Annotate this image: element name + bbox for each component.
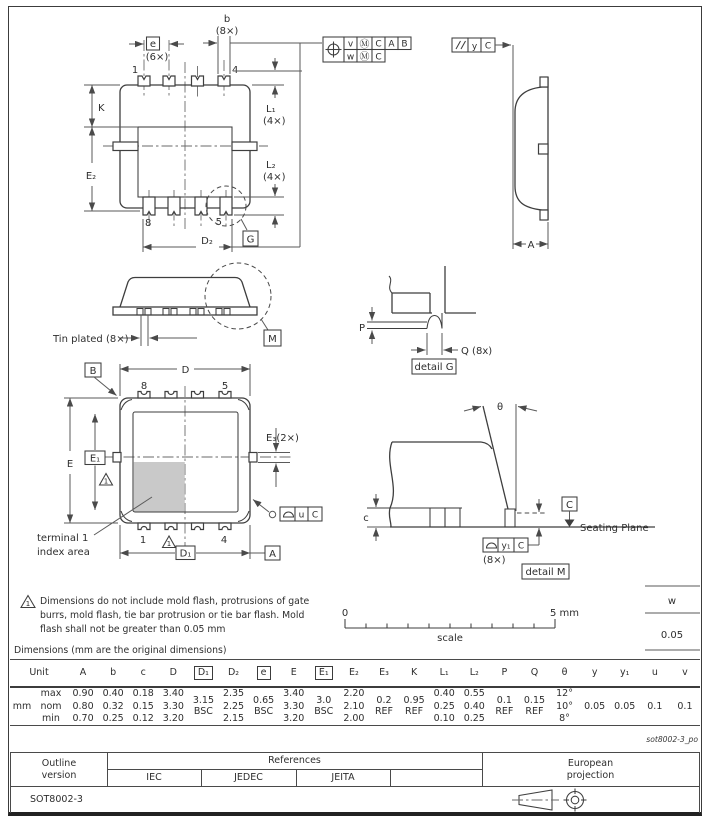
table-header-col: E₃ — [379, 667, 389, 679]
table-cell: 0.90 — [72, 688, 94, 699]
table-unit-cell: mm — [12, 700, 32, 712]
table-cell: 0.2 REF — [374, 695, 394, 718]
table-cell: 0.80 — [72, 700, 94, 712]
dim-e3-label: E₃(2×) — [266, 433, 299, 444]
dim-l1-label: L₁ — [266, 104, 276, 115]
detail-m-ref: M — [268, 334, 277, 345]
svg-text:1: 1 — [166, 540, 172, 548]
tol-b: B — [401, 39, 408, 50]
table-cell: 0.40 — [102, 688, 124, 699]
table-cell: 0.1 REF — [495, 695, 514, 718]
dim-theta-label: θ — [496, 402, 504, 413]
tol-y1: y₁ — [501, 541, 511, 552]
reference-iec: IEC — [146, 771, 162, 783]
tol-u: u — [298, 510, 305, 521]
dim-q-label: Q (8x) — [461, 346, 493, 357]
terminal-index-label-1: terminal 1 — [37, 533, 89, 544]
dim-c-label: c — [363, 513, 369, 524]
tin-plated-label: Tin plated (8×) — [53, 334, 129, 345]
table-cell: 0.1 — [677, 700, 693, 712]
european-projection-icon — [507, 787, 599, 813]
table-header-col: D — [169, 667, 177, 679]
table-cell: 3.0 BSC — [314, 695, 334, 718]
table-cell: 3.40 — [162, 688, 184, 699]
table-cell: 0.55 — [463, 688, 485, 699]
mmc-icon: Ⓜ — [359, 52, 370, 63]
table-cell: 2.00 — [343, 713, 365, 725]
note-line-1: Dimensions do not include mold flash, protrusions of gate — [40, 596, 310, 607]
dim-k-label: K — [98, 103, 105, 114]
datum-a-label: A — [269, 549, 276, 560]
table-header-col: E₂ — [348, 667, 359, 679]
dim-b-count: (8×) — [215, 26, 239, 37]
dim-e-label: E — [66, 459, 74, 470]
tol-c: C — [311, 510, 319, 521]
table-cell: 2.35 — [222, 688, 245, 699]
title-block — [10, 752, 700, 813]
table-cell: 3.30 — [162, 700, 184, 712]
table-row — [10, 687, 700, 700]
table-header-col: u — [651, 667, 658, 679]
table-header-col: Q — [530, 667, 539, 679]
terminal-index-label-2: index area — [37, 547, 90, 558]
table-cell: 0.70 — [72, 713, 94, 725]
datum-g-label: G — [246, 234, 255, 246]
dim-p-label: P — [358, 323, 366, 334]
reference-empty — [390, 769, 482, 786]
table-cell: 3.20 — [283, 713, 305, 725]
pin-5-label: 5 — [221, 381, 229, 392]
detail-g-title: detail G — [414, 362, 454, 373]
table-header-col: K — [410, 667, 418, 679]
tol-y: y — [471, 42, 478, 52]
pin-4-label: 4 — [220, 535, 228, 546]
pin-8-label: 8 — [140, 381, 148, 392]
w-value: 0.05 — [660, 630, 684, 641]
pin-1-label: 1 — [131, 65, 139, 76]
table-header-col: b — [110, 667, 117, 679]
dim-e2-label: E₂ — [85, 171, 97, 182]
table-header-col: A — [79, 667, 87, 679]
outline-version-header: Outline version — [41, 757, 77, 781]
table-cell: 10° — [556, 700, 573, 712]
table-cell: 3.40 — [283, 688, 305, 699]
table-header-col: e — [249, 660, 279, 687]
dim-l2-label: L₂ — [266, 160, 276, 171]
w-header: w — [667, 596, 677, 607]
table-header-col: c — [140, 667, 146, 679]
pin-1-label: 1 — [139, 535, 147, 546]
tol-w: w — [346, 52, 355, 63]
datum-c-label: C — [566, 500, 573, 511]
note-line-3: flash shall not be greater than 0.05 mm — [40, 624, 226, 635]
tol-y1-count: (8×) — [483, 555, 506, 566]
dim-d1-label: D₁ — [179, 548, 192, 560]
table-cell: 0.15 — [132, 700, 154, 712]
table-header-col: D₁ — [188, 660, 218, 687]
dimensions-table — [10, 659, 700, 726]
table-cell: 0.05 — [614, 700, 636, 712]
table-cell: 0.40 — [433, 688, 455, 699]
pin-8-label: 8 — [145, 218, 152, 229]
table-cell: 3.15 BSC — [192, 695, 214, 718]
tol-c: C — [517, 541, 525, 552]
dim-e1-label: E₁ — [89, 453, 101, 465]
table-cell: 8° — [559, 713, 570, 725]
table-header-col: E₁ — [309, 660, 339, 687]
reference-jedec: JEDEC — [234, 771, 263, 783]
table-cell: 0.05 — [584, 700, 606, 712]
datum-b-label: B — [89, 366, 97, 377]
detail-m-title: detail M — [525, 567, 566, 578]
table-cell: 3.30 — [283, 700, 305, 712]
scale-end-label: 5 mm — [550, 608, 580, 619]
dim-b-label: b — [223, 14, 231, 25]
table-cell: 0.18 — [132, 688, 154, 699]
table-cell: 2.15 — [222, 713, 245, 725]
seating-plane-label: Seating Plane — [580, 523, 649, 534]
outline-version-value: SOT8002-3 — [30, 793, 83, 805]
dim-e-count: (6×) — [145, 52, 169, 63]
table-header-col: y₁ — [620, 667, 630, 679]
dim-d2-label: D₂ — [201, 236, 213, 247]
table-cell: 0.95 REF — [403, 695, 425, 718]
table-cell: 0.12 — [132, 713, 154, 725]
tol-v: v — [347, 39, 354, 50]
table-header-col: v — [682, 667, 688, 679]
table-rowlabel-cell: min — [42, 713, 60, 725]
table-cell: 3.20 — [162, 713, 184, 725]
dim-l1-count: (4×) — [263, 116, 286, 127]
table-cell: 0.10 — [433, 713, 455, 725]
table-caption: Dimensions (mm are the original dimensions) — [14, 645, 227, 656]
table-cell: 0.25 — [102, 713, 124, 725]
table-header-col: L₂ — [469, 667, 479, 679]
table-cell: 0.15 REF — [523, 695, 546, 718]
mmc-icon: Ⓜ — [359, 39, 370, 51]
pin-5-label: 5 — [215, 217, 222, 228]
tol-a: A — [388, 39, 395, 50]
table-rowlabel-cell: max — [40, 688, 62, 699]
dim-d-label: D — [181, 365, 190, 376]
table-rowlabel-cell: nom — [40, 700, 62, 712]
table-cell: 2.25 — [222, 700, 245, 712]
scale-start-label: 0 — [341, 608, 349, 619]
table-header-col: E — [290, 667, 297, 679]
reference-jeita: JEITA — [331, 771, 355, 783]
svg-text:1: 1 — [25, 600, 31, 608]
table-cell: 0.25 — [463, 713, 485, 725]
table-cell: 0.40 — [463, 700, 485, 712]
tol-c2: C — [375, 52, 382, 63]
dim-l2-count: (4×) — [263, 172, 286, 183]
svg-text:1: 1 — [103, 477, 109, 486]
table-header-row — [10, 660, 700, 687]
projection-header: European projection — [566, 757, 615, 781]
table-header-col: y — [591, 667, 598, 679]
table-cell: 0.32 — [102, 700, 124, 712]
table-cell: 0.1 — [647, 700, 663, 712]
table-header-unit: Unit — [29, 667, 49, 679]
table-cell: 0.65 BSC — [253, 695, 275, 718]
table-header-col: D₂ — [227, 667, 240, 679]
table-header-col: θ — [561, 667, 568, 679]
table-cell: 2.10 — [343, 700, 365, 712]
dim-a-label: A — [527, 240, 535, 251]
tol-c: C — [484, 41, 492, 52]
tol-c1: C — [375, 39, 382, 50]
references-header: References — [268, 755, 321, 766]
pin-4-label: 4 — [232, 65, 239, 76]
note-line-2: burrs, mold flash, tie bar protrusion or tie bar flash. Mold — [40, 610, 305, 621]
table-cell: 2.20 — [343, 688, 365, 699]
table-header-col: P — [501, 667, 508, 679]
dim-e-label: e — [149, 39, 157, 50]
table-cell: 12° — [556, 688, 573, 699]
scale-label: scale — [437, 633, 463, 644]
table-cell: 0.25 — [433, 700, 455, 712]
drawing-id: sot8002-3_po — [646, 735, 698, 744]
table-header-col: L₁ — [439, 667, 449, 679]
